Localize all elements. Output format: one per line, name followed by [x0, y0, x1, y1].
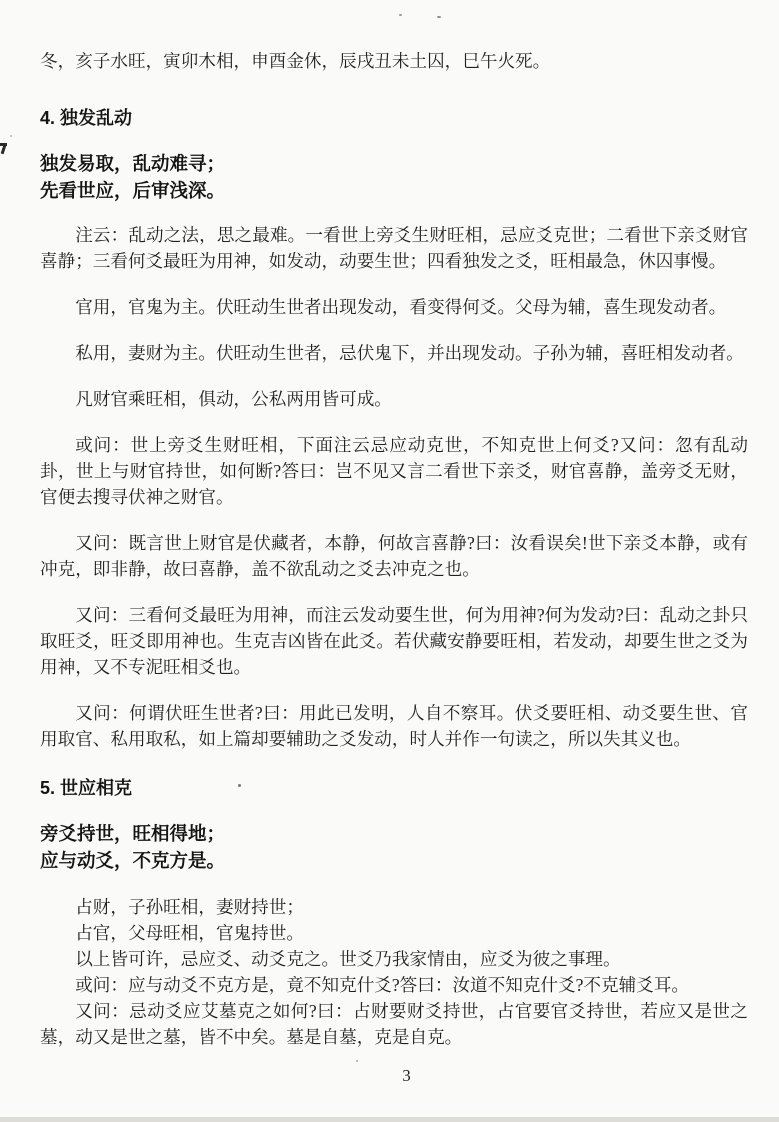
- paragraph-private-use: 私用，妻财为主。伏旺动生世者，忌伏鬼下，并出现发动。子孙为辅，喜旺相发动者。: [75, 343, 744, 363]
- paragraph-question-2: 又问：既言世上财官是伏藏者，本静，何故言喜静?曰：汝看误矣!世下亲爻本静，或有冲克，即非静，故曰喜静，盖不欲乱动之爻去冲克之也。: [40, 533, 748, 579]
- scan-speck: [10, 135, 12, 137]
- scan-speck: [437, 16, 441, 18]
- scan-speck: [399, 14, 402, 16]
- paragraph-question-3: 又问：三看何爻最旺为用神，而注云发动要生世，何为用神?何为发动?曰：乱动之卦只取旺爻，旺爻即用神也。生克吉凶皆在此爻。若伏藏安静要旺相，若发动，却要生世之爻为用神，又不专泥旺相爻也。: [40, 605, 748, 677]
- page-number: 3: [402, 1066, 411, 1085]
- line-divining-official: 占官，父母旺相，官鬼持世。: [75, 923, 304, 943]
- section-4-heading: 4. 独发乱动: [40, 108, 133, 128]
- page-content: [40, 48, 748, 1050]
- verse-line-3: 旁爻持世，旺相得地；: [40, 823, 226, 844]
- paragraph-wealth-official: 凡财官乘旺相，俱动，公私两用皆可成。: [75, 389, 392, 409]
- scan-edge-mark: [1, 145, 7, 154]
- verse-line-4: 应与动爻，不克方是。: [40, 850, 226, 871]
- paragraph-five-elements-seasons: 冬，亥子水旺，寅卯木相，申酉金休，辰戌丑未土囚，巳午火死。: [40, 51, 551, 71]
- line-question-5: 或问：应与动爻不克方是，竟不知克什爻?答曰：汝道不知克什爻?不克辅爻耳。: [75, 975, 689, 995]
- paragraph-question-4: 又问：何谓伏旺生世者?曰：用此已发明，人自不察耳。伏爻要旺相、动爻要生世、官用取官、私用取私，如上篇却要辅助之爻发动，时人并作一句读之，所以失其义也。: [40, 703, 748, 749]
- verse-line-2: 先看世应，后审浅深。: [40, 180, 226, 201]
- scan-speck: [356, 1060, 358, 1062]
- line-question-6: 又问：忌动爻应艾墓克之如何?曰：占财要财爻持世，占官要官爻持世，若应又是世之墓，动又是世之墓，皆不中矣。墓是自墓，克是自克。: [40, 1001, 748, 1047]
- scan-bottom-edge-shadow: [0, 1117, 779, 1122]
- verse-line-1: 独发易取，乱动难寻；: [40, 153, 226, 174]
- section-5-heading: 5. 世应相克: [40, 778, 133, 798]
- line-summary-rule: 以上皆可许，忌应爻、动爻克之。世爻乃我家情由，应爻为彼之事理。: [75, 949, 621, 969]
- paragraph-official-use: 官用，官鬼为主。伏旺动生世者出现发动，看变得何爻。父母为辅，喜生现发动者。: [75, 297, 727, 317]
- scan-speck: [238, 784, 241, 787]
- paragraph-zhuyun-commentary: 注云：乱动之法，思之最难。一看世上旁爻生财旺相，忌应爻克世；二看世下亲爻财官喜静；三看何爻最旺为用神，如发动，动要生世；四看独发之爻，旺相最急，休囚事慢。: [40, 225, 748, 271]
- paragraph-question-1: 或问：世上旁爻生财旺相，下面注云忌应动克世，不知克世上何爻?又问：忽有乱动卦，世上与财官持世，如何断?答曰：岂不见又言二看世下亲爻，财官喜静，盖旁爻无财，官便去搜寻伏神之财官。: [40, 435, 748, 507]
- line-divining-wealth: 占财，子孙旺相，妻财持世；: [75, 897, 304, 917]
